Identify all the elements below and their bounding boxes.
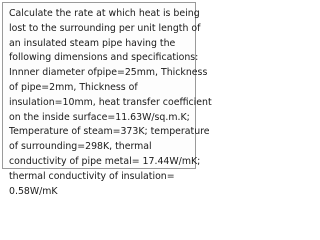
problem-line: of surrounding=298K, thermal (9, 141, 152, 153)
problem-line: on the inside surface=11.63W/sq.m.K; (9, 111, 190, 123)
problem-line: 0.58W/mK (9, 185, 58, 197)
problem-box (2, 2, 212, 197)
problem-statement (9, 7, 212, 199)
problem-line: thermal conductivity of insulation= (9, 170, 175, 182)
problem-line: following dimensions and specifications: (9, 52, 199, 64)
problem-line: an insulated steam pipe having the (9, 37, 176, 49)
problem-line: lost to the surrounding per unit length of (9, 22, 201, 34)
problem-line: Innner diameter ofpipe=25mm, Thickness (9, 67, 208, 79)
problem-line: Temperature of steam=373K; temperature (9, 126, 210, 138)
problem-line: insulation=10mm, heat transfer coefficient (9, 96, 212, 108)
problem-line: conductivity of pipe metal= 17.44W/mK; (9, 155, 201, 167)
problem-line: of pipe=2mm, Thickness of (9, 81, 138, 93)
problem-line: Calculate the rate at which heat is being (9, 8, 200, 19)
